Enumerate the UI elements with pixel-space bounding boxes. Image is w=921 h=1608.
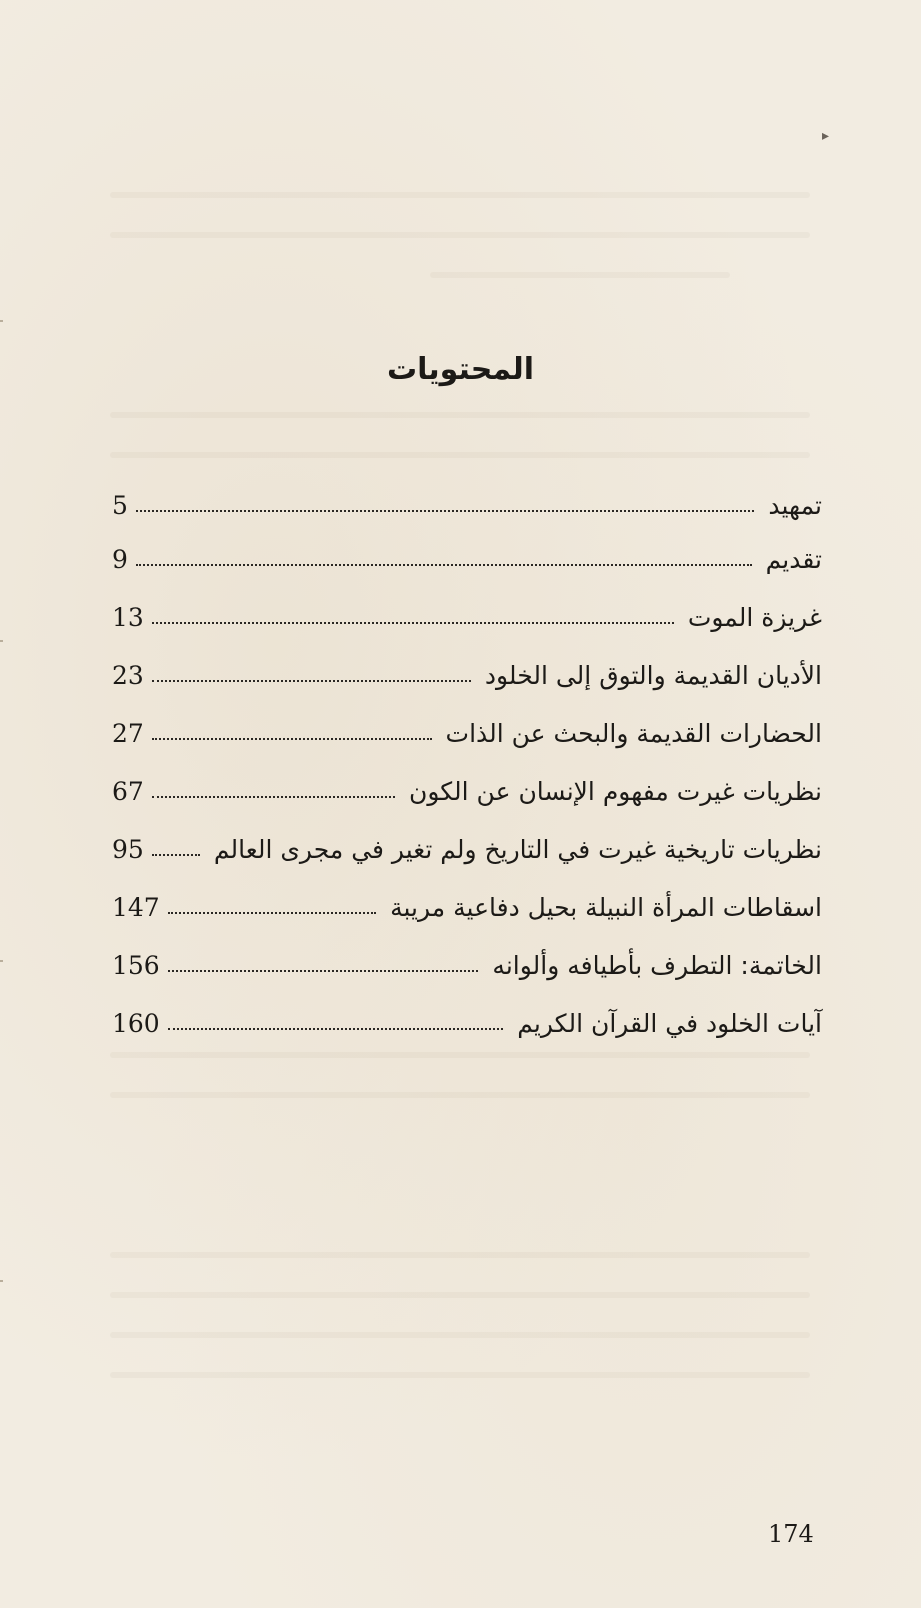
show-through-line: [110, 1252, 810, 1258]
toc-entry[interactable]: [112, 988, 822, 1036]
dot-leader: [168, 1028, 504, 1030]
toc-entry-label: الخاتمة: التطرف بأطيافه وألوانه: [492, 951, 822, 980]
toc-entry-page: 13: [112, 603, 144, 632]
toc-entry-label: آيات الخلود في القرآن الكريم: [517, 1009, 822, 1038]
toc-entry-label: الحضارات القديمة والبحث عن الذات: [445, 719, 822, 748]
show-through-line: [110, 1052, 810, 1058]
toc-entry[interactable]: [112, 524, 822, 572]
edge-mark: [0, 1280, 3, 1282]
dot-leader: [152, 680, 471, 682]
show-through-line: [110, 1332, 810, 1338]
show-through-line: [110, 192, 810, 198]
toc-entry[interactable]: [112, 930, 822, 978]
show-through-line: [110, 232, 810, 238]
toc-entry-page: 147: [112, 893, 160, 922]
toc-entry-page: 9: [112, 545, 128, 574]
show-through-line: [430, 272, 730, 278]
dot-leader: [152, 854, 200, 856]
toc-entry-page: 5: [112, 491, 128, 520]
toc-entry-page: 23: [112, 661, 144, 690]
toc-entry-label: غريزة الموت: [687, 603, 822, 632]
dot-leader: [136, 564, 752, 566]
dot-leader: [136, 510, 754, 512]
toc-entry-label: تقديم: [765, 545, 822, 574]
show-through-line: [110, 1092, 810, 1098]
show-through-line: [110, 452, 810, 458]
show-through-line: [110, 1372, 810, 1378]
dot-leader: [152, 738, 432, 740]
toc-entry[interactable]: [112, 640, 822, 688]
toc-entry[interactable]: [112, 582, 822, 630]
dot-leader: [152, 622, 674, 624]
dot-leader: [168, 912, 376, 914]
toc-entry-label: نظريات تاريخية غيرت في التاريخ ولم تغير في مجرى العالم: [213, 835, 822, 864]
toc-entry-page: 67: [112, 777, 144, 806]
toc-entry-label: نظريات غيرت مفهوم الإنسان عن الكون: [408, 777, 822, 806]
show-through-line: [110, 412, 810, 418]
edge-mark: [0, 960, 3, 962]
edge-mark: [0, 640, 3, 642]
toc-entry-label: تمهيد: [768, 491, 822, 520]
toc-entry-label: اسقاطات المرأة النبيلة بحيل دفاعية مريبة: [390, 893, 822, 922]
dot-leader: [168, 970, 479, 972]
toc-entry-page: 95: [112, 835, 144, 864]
toc-entry[interactable]: [112, 470, 822, 518]
toc-entry-page: 156: [112, 951, 160, 980]
toc-entry[interactable]: [112, 698, 822, 746]
dot-leader: [152, 796, 395, 798]
show-through-line: [110, 1292, 810, 1298]
toc-entry-label: الأديان القديمة والتوق إلى الخلود: [484, 661, 822, 690]
toc-entry[interactable]: [112, 872, 822, 920]
page-number: 174: [768, 1520, 814, 1548]
edge-mark: [0, 320, 3, 322]
toc-entry[interactable]: [112, 756, 822, 804]
toc-title: المحتويات: [386, 352, 534, 387]
toc-entry-page: 160: [112, 1009, 160, 1038]
toc-entry[interactable]: [112, 814, 822, 862]
margin-mark-icon: ▸: [822, 128, 830, 144]
toc-entry-page: 27: [112, 719, 144, 748]
